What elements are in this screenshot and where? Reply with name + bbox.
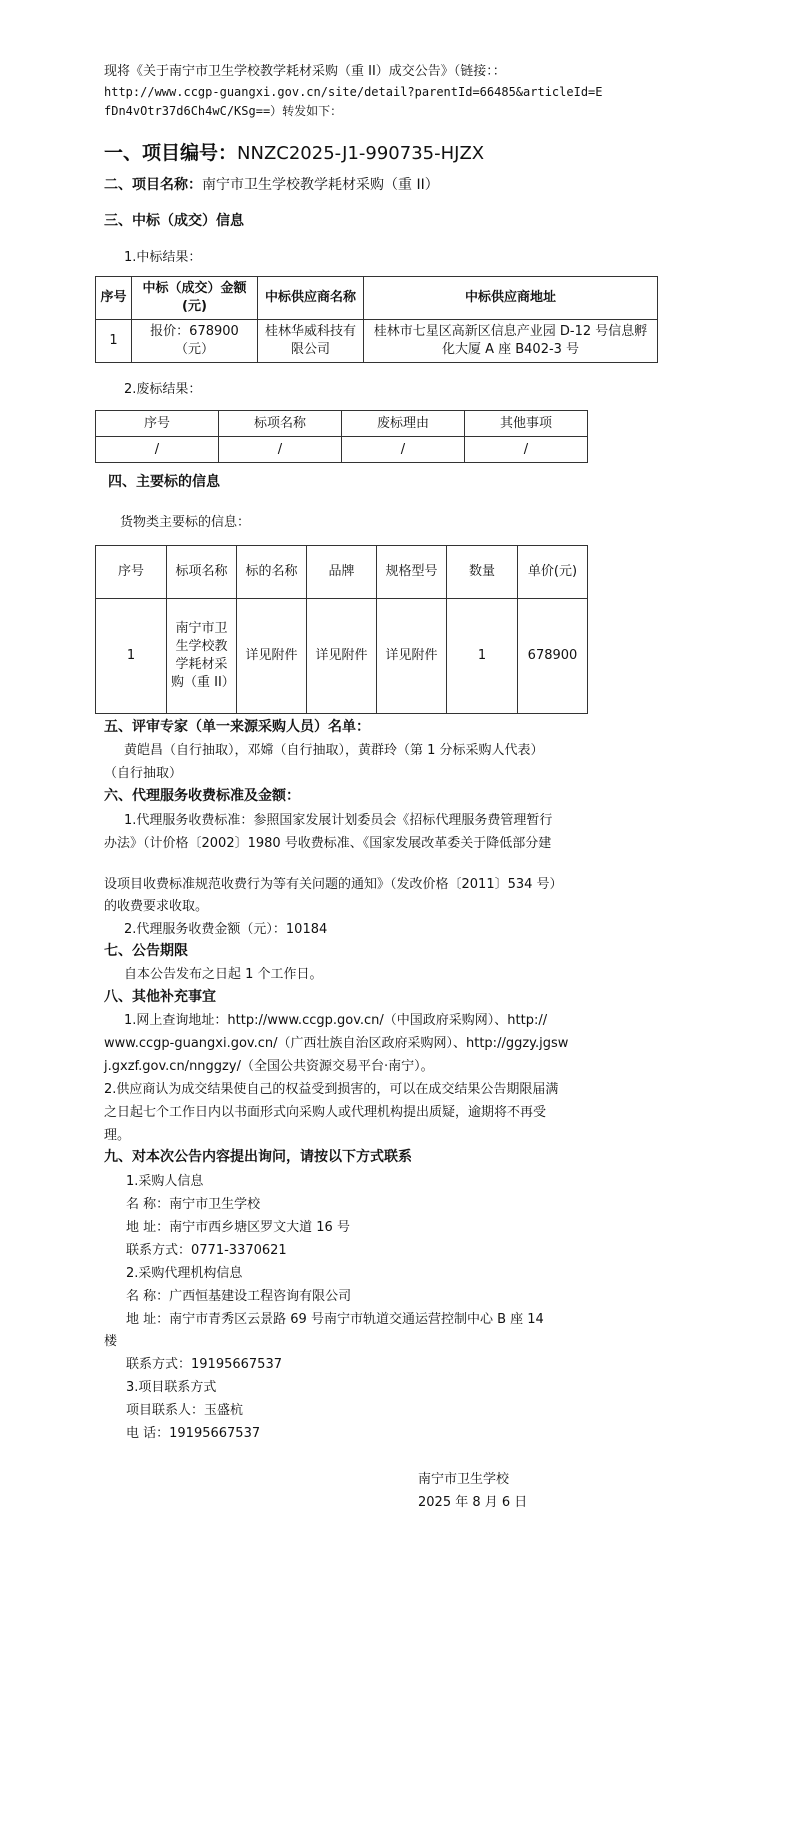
- project-name-value: 南宁市卫生学校教学耗材采购（重 II）: [202, 177, 439, 193]
- table-row: [96, 437, 588, 463]
- section-period: 七、公告期限: [104, 943, 188, 959]
- section-agency-fee: 六、代理服务收费标准及金额：: [104, 788, 300, 804]
- table-header: 品牌: [307, 546, 377, 599]
- fee-line: 设项目收费标准规范收费行为等有关问题的通知》（发改价格〔2011〕534 号）: [104, 877, 563, 892]
- contact-line: 地 址：南宁市西乡塘区罗文大道 16 号: [126, 1220, 350, 1235]
- section-main-items: 四、主要标的信息: [108, 474, 220, 490]
- table-cell: 南宁市卫生学校教学耗材采购（重 II）: [167, 599, 237, 714]
- table-row: [96, 320, 658, 363]
- table-cell: 1: [447, 599, 518, 714]
- intro-line: 现将《关于南宁市卫生学校教学耗材采购（重 II）成交公告》（链接：：: [104, 64, 506, 79]
- table-header: 单价(元): [518, 546, 588, 599]
- table-header: 标项名称: [219, 411, 342, 437]
- table-header: 数量: [447, 546, 518, 599]
- table-header: 序号: [96, 411, 219, 437]
- table-header: 废标理由: [342, 411, 465, 437]
- fee-amount: 2.代理服务收费金额（元）：10184: [124, 922, 328, 937]
- project-number-label: 一、项目编号：: [104, 142, 238, 164]
- signature-date: 2025 年 8 月 6 日: [418, 1495, 528, 1510]
- experts-line: （自行抽取）: [104, 766, 183, 781]
- project-name: [104, 176, 439, 195]
- table-cell: 678900: [518, 599, 588, 714]
- table-cell: 详见附件: [307, 599, 377, 714]
- goods-table: [95, 545, 588, 714]
- table-cell: 详见附件: [377, 599, 447, 714]
- section-experts: 五、评审专家（单一来源采购人员）名单：: [104, 719, 370, 735]
- table-cell: 1: [96, 599, 167, 714]
- experts-line: 黄皑昌（自行抽取），邓嫦（自行抽取），黄群玲（第 1 分标采购人代表）: [124, 743, 544, 758]
- fee-line: 1.代理服务收费标准：参照国家发展计划委员会《招标代理服务费管理暂行: [124, 813, 553, 828]
- table-header: 标项名称: [167, 546, 237, 599]
- fee-line: 的收费要求收取。: [104, 899, 209, 914]
- contact-line: 3.项目联系方式: [126, 1380, 217, 1395]
- table-header: 其他事项: [465, 411, 588, 437]
- section-supplementary: 八、其他补充事宜: [104, 989, 216, 1005]
- table-cell: 1: [96, 320, 132, 363]
- table-cell: /: [465, 437, 588, 463]
- contact-line: 名 称：广西恒基建设工程咨询有限公司: [126, 1289, 352, 1304]
- project-name-label: 二、项目名称：: [104, 177, 202, 193]
- table-header: 中标供应商地址: [364, 277, 658, 320]
- contact-line: 地 址：南宁市青秀区云景路 69 号南宁市轨道交通运营控制中心 B 座 14: [126, 1312, 544, 1327]
- supplementary-line: www.ccgp-guangxi.gov.cn/（广西壮族自治区政府采购网）、http://ggzy.jgsw: [104, 1036, 569, 1051]
- contact-line: 项目联系人：玉盛杭: [126, 1403, 244, 1418]
- contact-line: 楼: [104, 1334, 118, 1349]
- table-row: [96, 599, 588, 714]
- period-line: 自本公告发布之日起 1 个工作日。: [124, 967, 323, 982]
- table-header: 规格型号: [377, 546, 447, 599]
- table-cell: /: [342, 437, 465, 463]
- supplementary-line: j.gxzf.gov.cn/nnggzy/（全国公共资源交易平台·南宁）。: [104, 1059, 434, 1074]
- contact-line: 1.采购人信息: [126, 1174, 204, 1189]
- supplementary-line: 之日起七个工作日内以书面形式向采购人或代理机构提出质疑，逾期将不再受: [104, 1105, 547, 1120]
- table-cell: /: [96, 437, 219, 463]
- contact-line: 联系方式：19195667537: [126, 1357, 282, 1372]
- table-header: 中标（成交）金额(元): [132, 277, 258, 320]
- contact-line: 2.采购代理机构信息: [126, 1266, 243, 1281]
- award-result-table: [95, 276, 658, 363]
- table-header: 中标供应商名称: [258, 277, 364, 320]
- table-header: 序号: [96, 277, 132, 320]
- signature-org: 南宁市卫生学校: [418, 1472, 510, 1487]
- void-result-table: [95, 410, 588, 463]
- contact-line: 联系方式：0771-3370621: [126, 1243, 287, 1258]
- table-header: 序号: [96, 546, 167, 599]
- project-number: [104, 140, 484, 167]
- table-cell: 桂林市七星区高新区信息产业园 D-12 号信息孵化大厦 A 座 B402-3 号: [364, 320, 658, 363]
- supplementary-line: 理。: [104, 1128, 131, 1143]
- goods-subtitle: 货物类主要标的信息：: [120, 515, 251, 530]
- fee-line: 办法》（计价格〔2002〕1980 号收费标准、《国家发展改革委关于降低部分建: [104, 836, 552, 851]
- award-result-title: 1.中标结果：: [124, 250, 202, 265]
- table-header: 标的名称: [237, 546, 307, 599]
- intro-link-tail: [104, 102, 342, 121]
- contact-line: 名 称：南宁市卫生学校: [126, 1197, 261, 1212]
- supplementary-line: 2.供应商认为成交结果使自己的权益受到损害的，可以在成交结果公告期限届满: [104, 1082, 559, 1097]
- section-award-info: 三、中标（成交）信息: [104, 213, 244, 229]
- table-cell: 详见附件: [237, 599, 307, 714]
- supplementary-line: 1.网上查询地址：http://www.ccgp.gov.cn/（中国政府采购网）、http://: [124, 1013, 548, 1028]
- table-cell: /: [219, 437, 342, 463]
- void-result-title: 2.废标结果：: [124, 382, 202, 397]
- table-cell: 报价：678900（元）: [132, 320, 258, 363]
- project-number-value: NNZC2025-J1-990735-HJZX: [237, 143, 485, 164]
- section-contact: 九、对本次公告内容提出询问，请按以下方式联系: [104, 1149, 412, 1165]
- contact-line: 电 话：19195667537: [126, 1426, 261, 1441]
- intro-link-cont[interactable]: fDn4vOtr37d6Ch4wC/KSg==）转发如下：: [104, 104, 343, 118]
- intro-link[interactable]: http://www.ccgp-guangxi.gov.cn/site/detail?parentId=66485&articleId=E: [104, 85, 603, 99]
- table-cell: 桂林华威科技有限公司: [258, 320, 364, 363]
